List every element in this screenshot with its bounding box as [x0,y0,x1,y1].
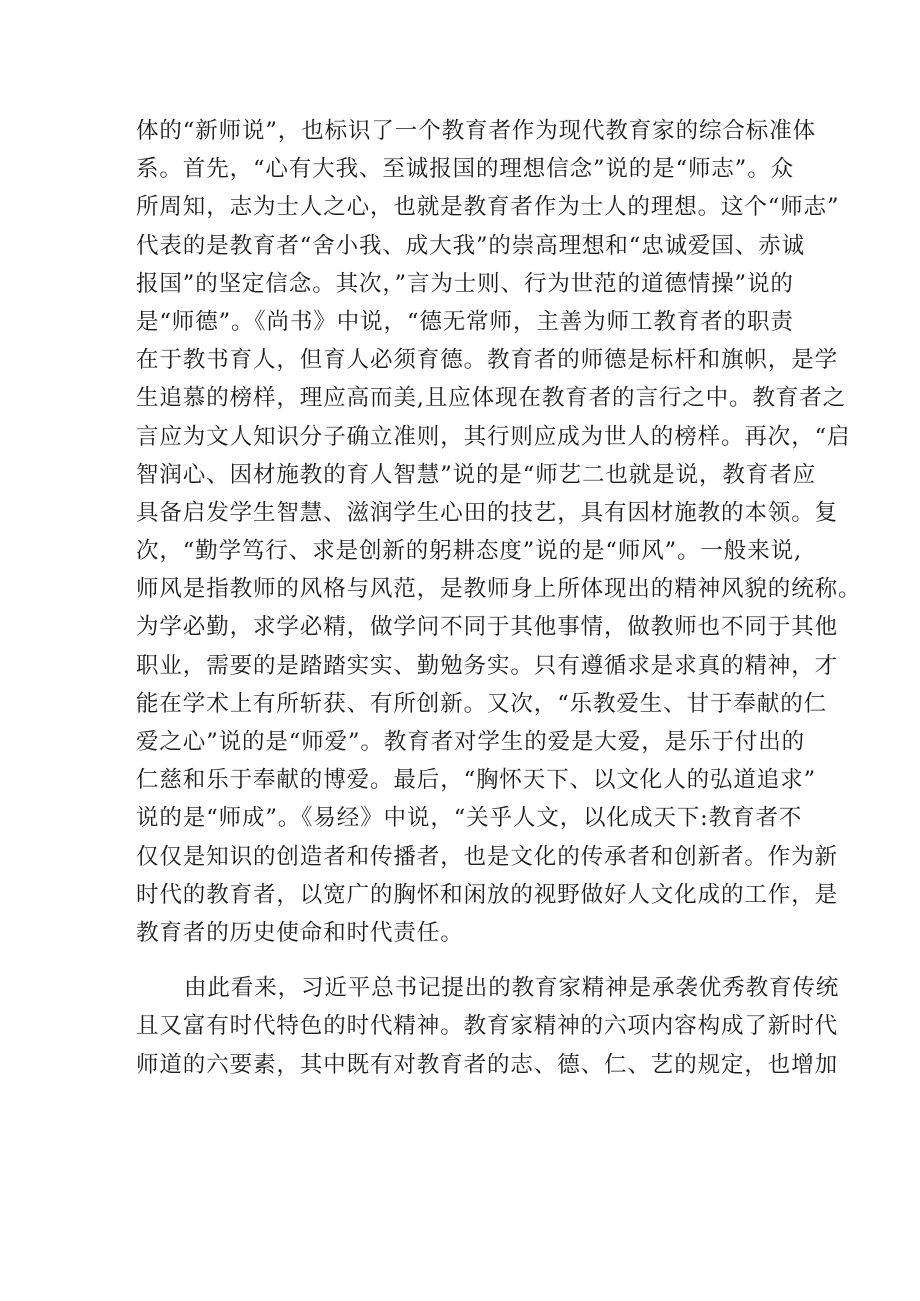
paragraph-1 [136,112,862,952]
text-line: 职业，需要的是踏踏实实、勤勉务实。只有遵循求是求真的精神，才 [136,652,839,679]
text-line: 爱之心”说的是“师爱”。教育者对学生的爱是大爱，是乐于付出的 [136,729,806,755]
text-line: 仁慈和乐于奉献的博爱。最后，“胸怀天下、以文化人的弘道追求” [136,767,817,794]
text-line: 师道的六要素，其中既有对教育者的志、德、仁、艺的规定，也增加 [136,1051,839,1078]
text-line: 由此看来，习近平总书记提出的教育家精神是承袭优秀教育传统 [184,975,840,1002]
text-line: 在于教书育人，但育人必须育德。教育者的师德是标杆和旗帜，是学 [136,347,839,374]
text-line: 体的“新师说”，也标识了一个教育者作为现代教育家的综合标准体 [136,118,817,144]
text-line: 具备启发学生智慧、滋润学生心田的技艺，具有因材施教的本领。复 [136,499,839,526]
text-line: 教育者的历史使命和时代责任。 [136,919,464,946]
text-line: 是“师德”。《尚书》中说，“德无常师，主善为师工教育者的职责 [136,308,794,335]
paragraph-2 [136,969,840,1084]
text-line: 时代的教育者，以宽广的胸怀和闲放的视野做好人文化成的工作，是 [136,881,839,908]
text-line: 系。首先，“心有大我、至诚报国的理想信念”说的是“师志”。众 [136,156,795,183]
text-line: 说的是“师成”。《易经》中说，“关乎人文，以化成天下:教育者不 [136,805,803,832]
document-body [136,112,862,1084]
text-line: 所周知，志为士人之心，也就是教育者作为士人的理想。这个“师志” [136,194,840,221]
paragraph-spacer [136,952,796,969]
text-line: 言应为文人知识分子确立准则，其行则应成为世人的榜样。再次，“启 [136,423,851,450]
text-line: 智润心、因材施教的育人智慧”说的是“师艺二也就是说，教育者应 [136,461,817,488]
text-line: 次，“勤学笃行、求是创新的躬耕态度”说的是“师风”。一般来说, [136,538,803,565]
text-line: 且又富有时代特色的时代精神。教育家精神的六项内容构成了新时代 [136,1013,839,1040]
text-line: 生追慕的榜样，理应高而美,且应体现在教育者的言行之中。教育者之 [136,385,847,412]
text-line: 仅仅是知识的创造者和传播者，也是文化的传承者和创新者。作为新 [136,843,839,870]
text-line: 报国”的坚定信念。其次，”言为士则、行为世范的道德情操”说的 [136,270,794,297]
text-line: 能在学术上有所斩获、有所创新。又次，“乐教爱生、甘于奉献的仁 [136,690,828,717]
text-line: 为学必勤，求学必精，做学问不同于其他事情，做教师也不同于其他 [136,614,839,641]
text-line: 代表的是教育者“舍小我、成大我”的崇高理想和“忠诚爱国、赤诚 [136,232,806,259]
text-line: 师风是指教师的风格与风范，是教师身上所体现出的精神风貌的统称。 [136,576,862,603]
